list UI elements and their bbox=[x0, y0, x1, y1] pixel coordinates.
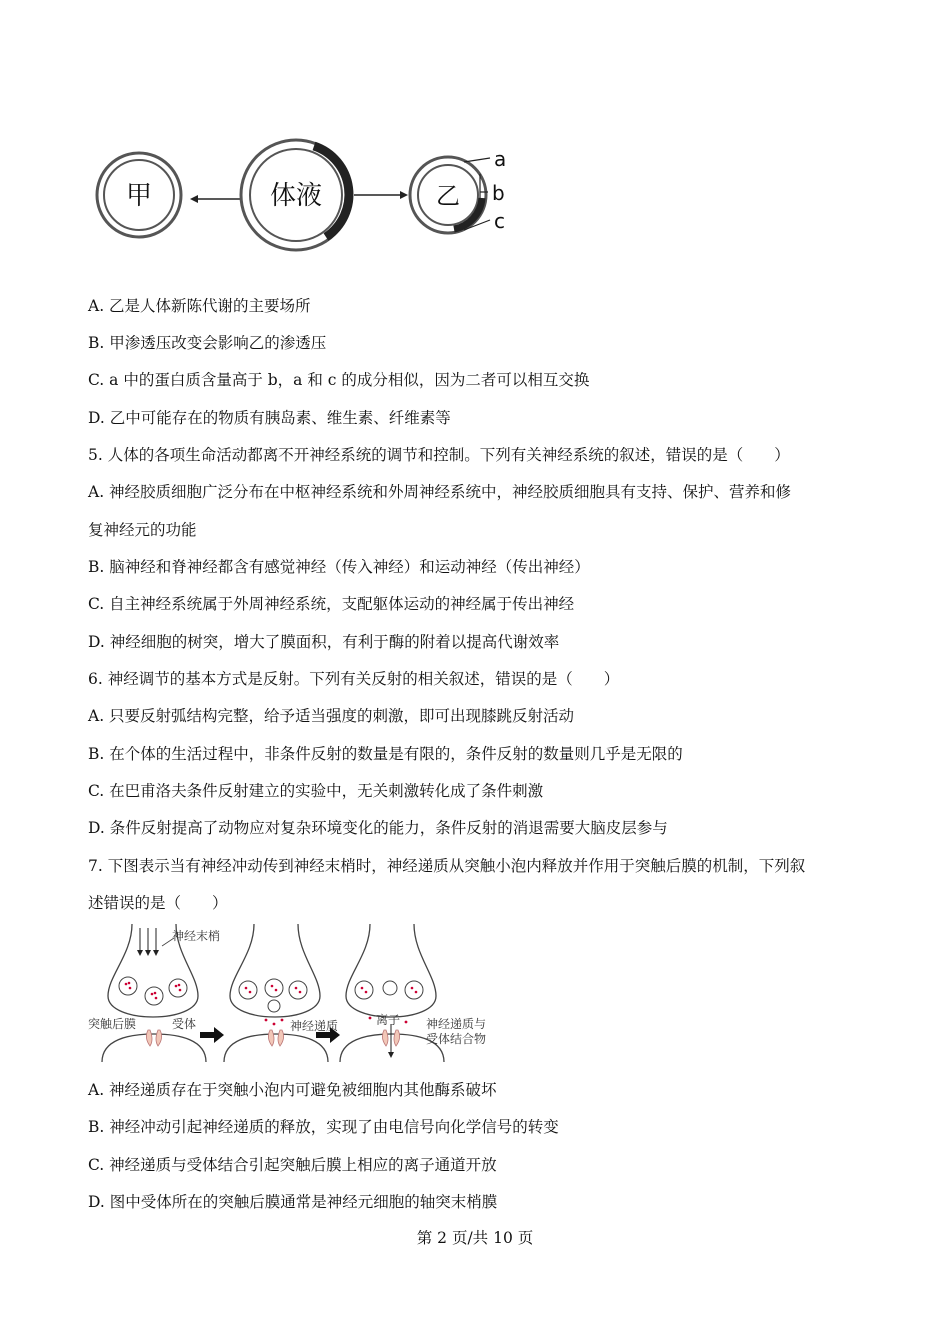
circle-jia-label: 甲 bbox=[125, 181, 153, 211]
q7-option-a: A. 神经递质存在于突触小泡内可避免被细胞内其他酶系破坏 bbox=[88, 1081, 497, 1099]
q5-option-a-line2: 复神经元的功能 bbox=[88, 521, 197, 539]
q6-option-d: D. 条件反射提高了动物应对复杂环境变化的能力，条件反射的消退需要大脑皮层参与 bbox=[88, 819, 668, 837]
q5-stem: 5. 人体的各项生命活动都离不开神经系统的调节和控制。下列有关神经系统的叙述，错误的是（ ） bbox=[88, 446, 790, 464]
q4-option-c: C. a 中的蛋白质含量高于 b，a 和 c 的成分相似，因为二者可以相互交换 bbox=[88, 371, 590, 389]
label-b: b bbox=[492, 181, 505, 205]
q5-option-d: D. 神经细胞的树突，增大了膜面积，有利于酶的附着以提高代谢效率 bbox=[88, 633, 560, 651]
circle-body-fluid bbox=[241, 140, 351, 250]
body-fluid-diagram bbox=[92, 138, 512, 256]
q6-option-a: A. 只要反射弧结构完整，给予适当强度的刺激，即可出现膝跳反射活动 bbox=[88, 707, 575, 725]
q6-option-b: B. 在个体的生活过程中，非条件反射的数量是有限的，条件反射的数量则几乎是无限的 bbox=[88, 745, 683, 763]
process-arrow-1 bbox=[200, 1027, 224, 1043]
synapse-panel-2 bbox=[224, 924, 338, 1062]
label-neurotransmitter: 神经递质 bbox=[290, 1019, 339, 1033]
label-complex-line1: 神经递质与 bbox=[426, 1017, 487, 1031]
q5-option-b: B. 脑神经和脊神经都含有感觉神经（传入神经）和运动神经（传出神经） bbox=[88, 558, 590, 576]
circle-yi bbox=[410, 157, 486, 233]
q4-option-b: B. 甲渗透压改变会影响乙的渗透压 bbox=[88, 334, 327, 352]
q7-option-c: C. 神经递质与受体结合引起突触后膜上相应的离子通道开放 bbox=[88, 1156, 497, 1174]
q7-option-b: B. 神经冲动引起神经递质的释放，实现了由电信号向化学信号的转变 bbox=[88, 1118, 559, 1136]
circle-yi-label: 乙 bbox=[436, 182, 460, 210]
label-a: a bbox=[494, 147, 507, 171]
q5-option-a-line1: A. 神经胶质细胞广泛分布在中枢神经系统和外周神经系统中，神经胶质细胞具有支持、保护、营养和修 bbox=[88, 483, 792, 501]
label-c: c bbox=[494, 209, 505, 233]
q6-option-c: C. 在巴甫洛夫条件反射建立的实验中，无关刺激转化成了条件刺激 bbox=[88, 782, 544, 800]
q7-option-d: D. 图中受体所在的突触后膜通常是神经元细胞的轴突末梢膜 bbox=[88, 1193, 498, 1211]
q7-stem-line2: 述错误的是（ ） bbox=[88, 894, 228, 912]
label-ion: 离子 bbox=[376, 1013, 401, 1027]
page-footer: 第 2 页/共 10 页 bbox=[416, 1229, 534, 1247]
q7-stem-line1: 7. 下图表示当有神经冲动传到神经末梢时，神经递质从突触小泡内释放并作用于突触后膜的机制，下列叙 bbox=[88, 857, 806, 875]
synapse-diagram bbox=[88, 924, 508, 1062]
q5-option-c: C. 自主神经系统属于外周神经系统，支配躯体运动的神经属于传出神经 bbox=[88, 595, 575, 613]
q6-stem: 6. 神经调节的基本方式是反射。下列有关反射的相关叙述，错误的是（ ） bbox=[88, 670, 620, 688]
synapse-panel-3 bbox=[340, 924, 486, 1062]
circle-body-fluid-label: 体液 bbox=[269, 181, 323, 211]
synapse-panel-1 bbox=[88, 924, 220, 1062]
circle-jia bbox=[97, 153, 181, 237]
label-nerve-terminal: 神经末梢 bbox=[172, 929, 221, 943]
q4-option-d: D. 乙中可能存在的物质有胰岛素、维生素、纤维素等 bbox=[88, 409, 451, 427]
label-complex-line2: 受体结合物 bbox=[426, 1032, 487, 1046]
q4-option-a: A. 乙是人体新陈代谢的主要场所 bbox=[88, 297, 311, 315]
label-postsynaptic-membrane: 突触后膜 bbox=[88, 1017, 137, 1031]
label-receptor: 受体 bbox=[172, 1017, 197, 1031]
